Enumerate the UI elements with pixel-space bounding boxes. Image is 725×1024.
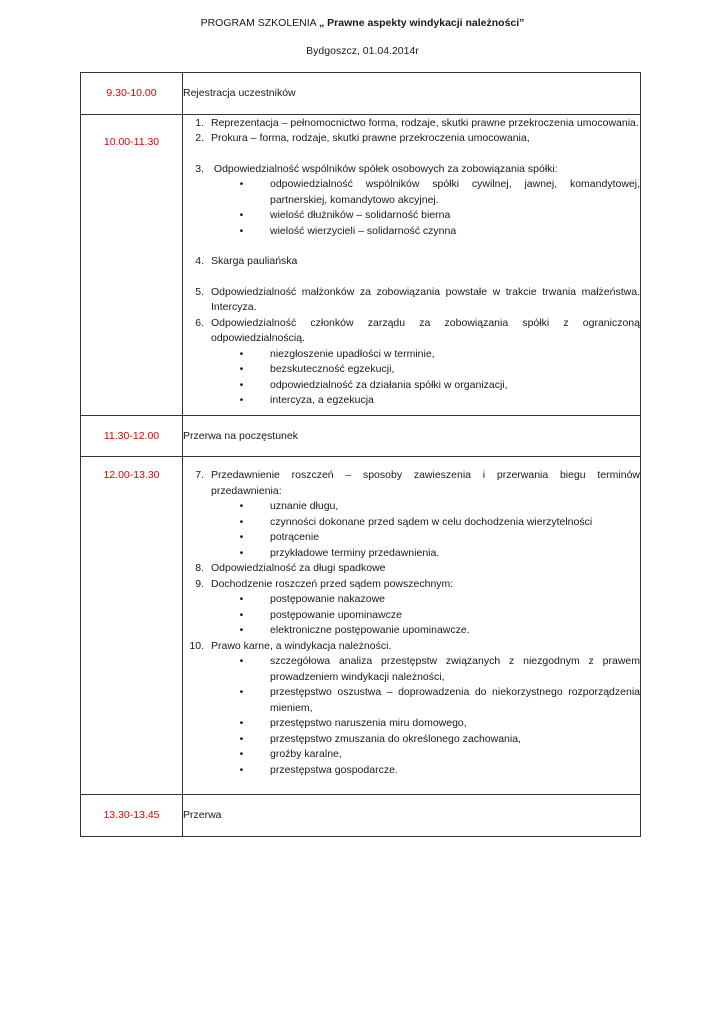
title-name: „ Prawne aspekty windykacji należności”	[319, 17, 525, 29]
bullet-item: • postępowanie upominawcze	[239, 608, 402, 621]
list-item: 8. Odpowiedzialność za długi spadkowe	[195, 562, 386, 574]
schedule-row	[81, 457, 641, 795]
place-date: Bydgoszcz, 01.04.2014r	[306, 45, 419, 57]
bullet-item: • postępowanie nakazowe	[239, 593, 385, 605]
schedule-row	[81, 415, 641, 457]
list-item: 2. Prokura – forma, rodzaje, skutki prawne przekroczenia umocowania,	[195, 132, 530, 144]
bullet-item: • potrącenie	[239, 531, 320, 543]
bullet-item: • wielość wierzycieli – solidarność czynna	[239, 224, 457, 237]
content-cell: Przerwa	[183, 795, 641, 837]
bullet-item: • czynności dokonane przed sądem w celu dochodzenia wierzytelności	[239, 515, 593, 528]
content-cell	[183, 457, 641, 795]
bullet-item: • przestępstwa gospodarcze.	[239, 763, 398, 776]
list-item: 5. Odpowiedzialność małżonków za zobowiązania powstałe w trakcie trwania małżeństwa. Intercyza.	[195, 285, 640, 313]
content-cell: Przerwa na poczęstunek	[183, 415, 641, 457]
list-item: 4. Skarga pauliańska	[195, 255, 298, 267]
schedule-row	[81, 114, 641, 415]
bullet-item: • groźby karalne,	[239, 748, 342, 760]
bullet-item: • przestępstwo oszustwa – doprowadzenia do niekorzystnego rozporządzenia mieniem,	[239, 686, 640, 714]
time-cell: 12.00-13.30	[81, 457, 183, 795]
bullet-item: • bezskuteczność egzekucji,	[239, 363, 395, 375]
bullet-item: • odpowiedzialność za działania spółki w organizacji,	[239, 378, 508, 391]
bullet-item: • przestępstwo naruszenia miru domowego,	[239, 717, 467, 729]
time-cell: 11.30-12.00	[81, 415, 183, 457]
document-title	[0, 16, 725, 32]
time-cell: 10.00-11.30	[81, 114, 183, 415]
bullet-item: • elektroniczne postępowanie upominawcze.	[239, 624, 470, 636]
list-item: 9. Dochodzenie roszczeń przed sądem powszechnym:	[195, 577, 454, 590]
bullet-item: • odpowiedzialność wspólników spółki cywilnej, jawnej, komandytowej, partnerskiej, komandytowo akcyjnej.	[239, 178, 640, 206]
time-cell: 9.30-10.00	[81, 73, 183, 115]
time-cell: 13.30-13.45	[81, 795, 183, 837]
content-cell	[183, 114, 641, 415]
bullet-item: • przestępstwo zmuszania do określonego zachowania,	[239, 732, 521, 745]
schedule-row	[81, 73, 641, 115]
bullet-item: • intercyza, a egzekucja	[239, 394, 374, 406]
list-item: 1. Reprezentacja – pełnomocnictwo forma, rodzaje, skutki prawne przekroczenia umocowania.	[195, 116, 639, 129]
bullet-item: • uznanie długu,	[239, 500, 339, 512]
list-item: 7. Przedawnienie roszczeń – sposoby zawieszenia i przerwania biegu terminów przedawnienia:	[195, 469, 640, 497]
bullet-item: • przykładowe terminy przedawnienia.	[239, 546, 440, 559]
list-item: 10. Prawo karne, a windykacja należności.	[189, 639, 392, 652]
bullet-item: • niezgłoszenie upadłości w terminie,	[239, 347, 435, 360]
content-cell: Rejestracja uczestników	[183, 73, 641, 115]
list-item: 3. Odpowiedzialność wspólników spółek osobowych za zobowiązania spółki:	[195, 162, 558, 175]
schedule-row	[81, 795, 641, 837]
title-prefix: PROGRAM SZKOLENIA	[200, 17, 320, 29]
schedule-table	[80, 72, 641, 837]
bullet-item: • szczegółowa analiza przestępstw związanych z niezgodnym z prawem prowadzeniem windykacji należności,	[239, 655, 640, 683]
bullet-item: • wielość dłużników – solidarność bierna	[239, 209, 451, 221]
list-item: 6. Odpowiedzialność członków zarządu za zobowiązania spółki z ograniczoną odpowiedzialnością.	[195, 316, 640, 344]
